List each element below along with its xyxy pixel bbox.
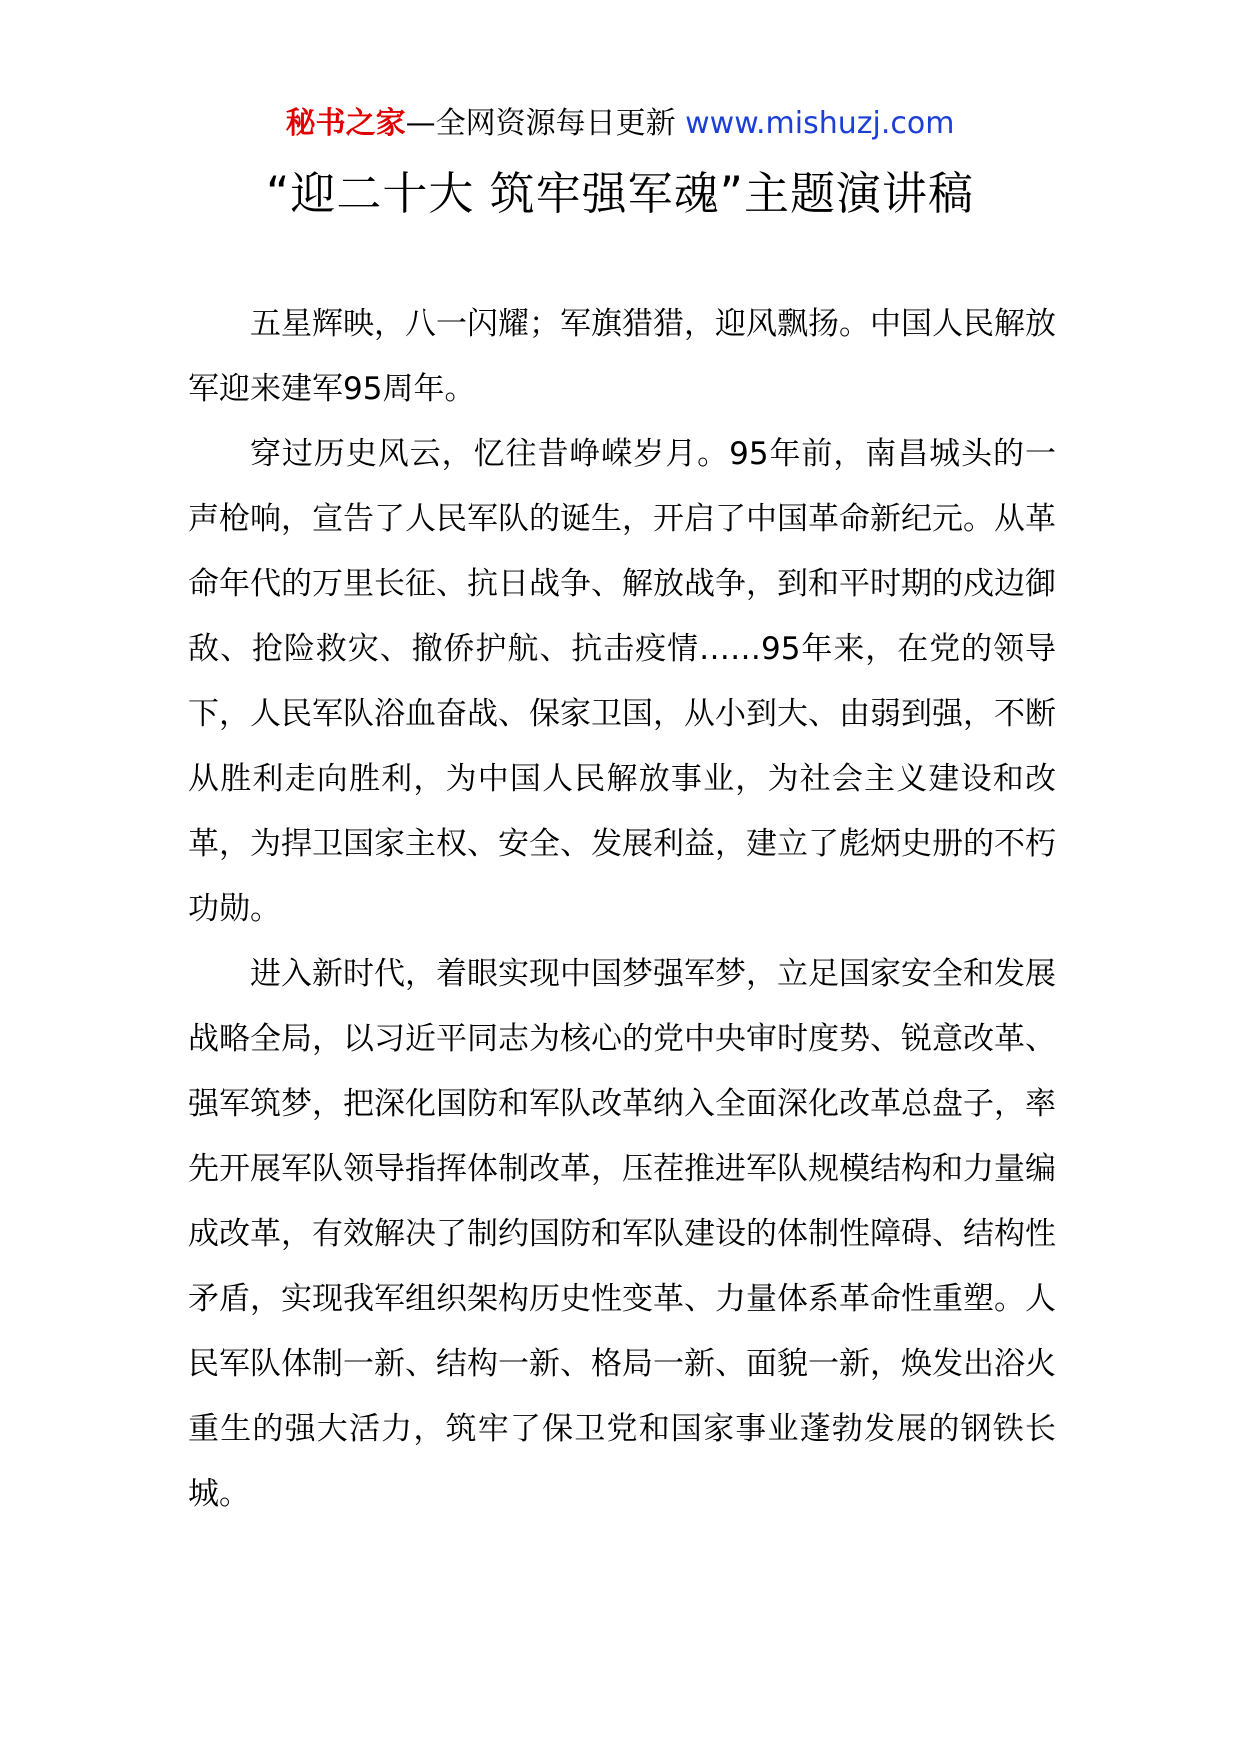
- document-body: [188, 292, 1056, 1527]
- brand-name: 秘书之家: [285, 106, 406, 141]
- document-title: “迎二十大 筑牢强军魂”主题演讲稿: [266, 167, 974, 220]
- paragraph-2: 穿过历史风云，忆往昔峥嵘岁月。95年前，南昌城头的一声枪响，宣告了人民军队的诞生，开启了中国革命新纪元。从革命年代的万里长征、抗日战争、解放战争，到和平时期的戍边御敌、抢险救灾、撤侨护航、抗击疫情……95年来，在党的领导下，人民军队浴血奋战、保家卫国，从小到大、由弱到强，不断从胜利走向胜利，为中国人民解放事业，为社会主义建设和改革，为捍卫国家主权、安全、发展利益，建立了彪炳史册的不朽功勋。: [188, 436, 1056, 927]
- header-tagline: —全网资源每日更新: [405, 106, 676, 141]
- site-header: [0, 104, 1240, 144]
- site-url-link[interactable]: www.mishuzj.com: [685, 106, 955, 141]
- paragraph-3: 进入新时代，着眼实现中国梦强军梦，立足国家安全和发展战略全局，以习近平同志为核心的党中央审时度势、锐意改革、强军筑梦，把深化国防和军队改革纳入全面深化改革总盘子，率先开展军队领导指挥体制改革，压茬推进军队规模结构和力量编成改革，有效解决了制约国防和军队建设的体制性障碍、结构性矛盾，实现我军组织架构历史性变革、力量体系革命性重塑。人民军队体制一新、结构一新、格局一新、面貌一新，焕发出浴火重生的强大活力，筑牢了保卫党和国家事业蓬勃发展的钢铁长城。: [188, 956, 1056, 1512]
- paragraph-1: 五星辉映，八一闪耀；军旗猎猎，迎风飘扬。中国人民解放军迎来建军95周年。: [188, 306, 1056, 407]
